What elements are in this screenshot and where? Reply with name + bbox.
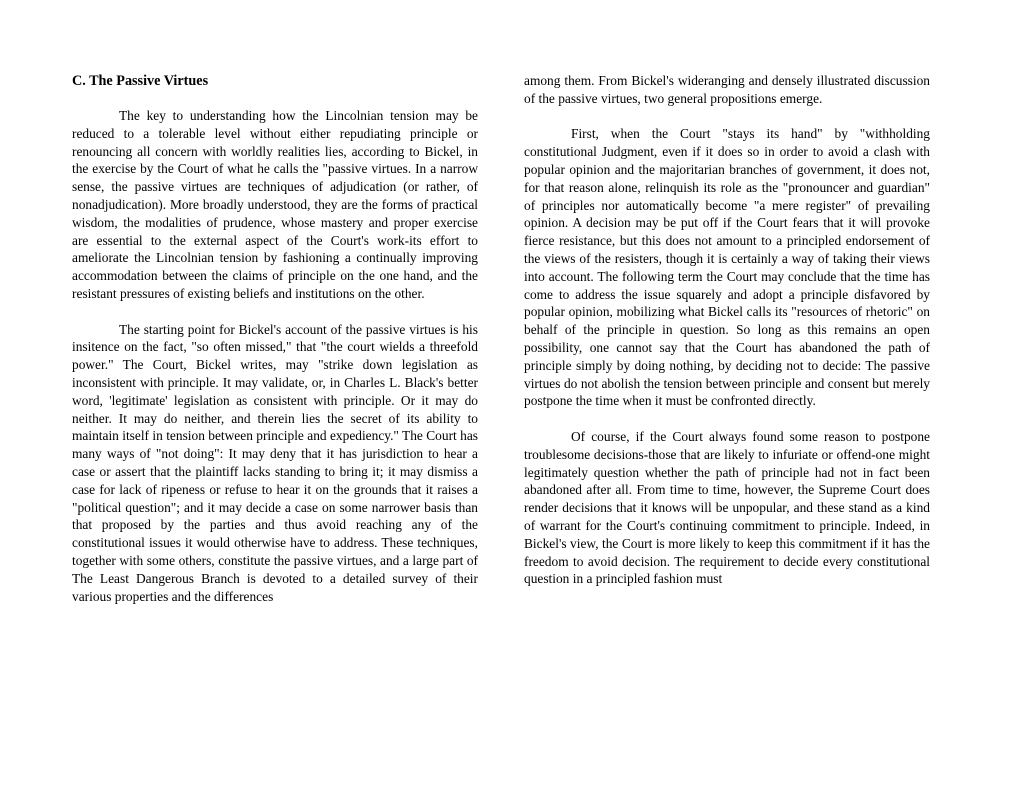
left-column (72, 72, 478, 605)
section-heading: C. The Passive Virtues (72, 73, 209, 89)
right-column (524, 72, 930, 588)
paragraph: The key to understanding how the Lincolnian tension may be reduced to a tolerable level without either repudiating principle or renouncing all concern with worldly realities lies, according to Bickel, in the exercise by the Court of what he calls the "passive virtues. In a narrow sense, the passive virtues are techniques of adjudication (or rather, of nonadjudication). More broadly understood, they are the forms of practical wisdom, the modalities of prudence, whose mastery and proper exercise are essential to the external aspect of the Court's work-its effort to ameliorate the Lincolnian tension by fashioning a continually improving accommodation between the claims of principle on the one hand, and the resistant pressures of existing beliefs and institutions on the other. (72, 108, 478, 301)
paragraph: The starting point for Bickel's account of the passive virtues is his insitence on the fact, "so often missed," that "the court wields a threefold power." The Court, Bickel writes, may "strike down legislation as inconsistent with principle. It may validate, or, in Charles L. Black's better word, 'legitimate' legislation as consistent with principle. Or it may do neither. It may do neither, and therein lies the secret of its ability to maintain itself in tension between principle and expediency." The Court has many ways of "not doing": It may deny that it has jurisdiction to hear a case or assert that the plaintiff lacks standing to bring it; it may dismiss a case for lack of ripeness or refuse to hear it on the grounds that it raises a "political question"; and it may decide a case on some narrower basis than that proposed by the parties and thus avoid reaching any of the constitutional issues it would otherwise have to address. These techniques, together with some others, constitute the passive virtues, and a large part of The Least Dangerous Branch is devoted to a detailed survey of their various properties and the differences (72, 321, 478, 604)
paragraph: Of course, if the Court always found some reason to postpone troublesome decisions-those that are likely to infuriate or offend-one might legitimately question whether the path of principle had not in fact been abandoned after all. From time to time, however, the Supreme Court does render decisions that it knows will be unpopular, and these stand as a kind of warrant for the Court's continuing commitment to principle. Indeed, in Bickel's view, the Court is more likely to keep this commitment if it has the freedom to avoid decision. The requirement to decide every constitutional question in a principled fashion must (524, 428, 930, 587)
paragraph: First, when the Court "stays its hand" by "withholding constitutional Judgment, even if it does so in order to avoid a clash with popular opinion and the majoritarian branches of government, it does not, for that reason alone, relinquish its role as the "pronouncer and guardian" of principles nor automatically become "a mere register" of prevailing opinion. A decision may be put off if the Court fears that it will provoke fierce resistance, but this does not amount to a principled endorsement of the views of the resisters, though it is certainly a way of taking their views into account. The following term the Court may conclude that the time has come to address the issue squarely and adopt a principle disfavored by popular opinion, mobilizing what Bickel calls its "resources of rhetoric" on behalf of the principle in question. So long as this remains an open possibility, one cannot say that the Court has abandoned the path of principle simply by doing nothing, by deciding not to decide: The passive virtues do not abolish the tension between principle and consent but merely postpone the time when it must be confronted directly. (524, 126, 930, 409)
paragraph: among them. From Bickel's wideranging and densely illustrated discussion of the passive virtues, two general propositions emerge. (524, 73, 930, 106)
